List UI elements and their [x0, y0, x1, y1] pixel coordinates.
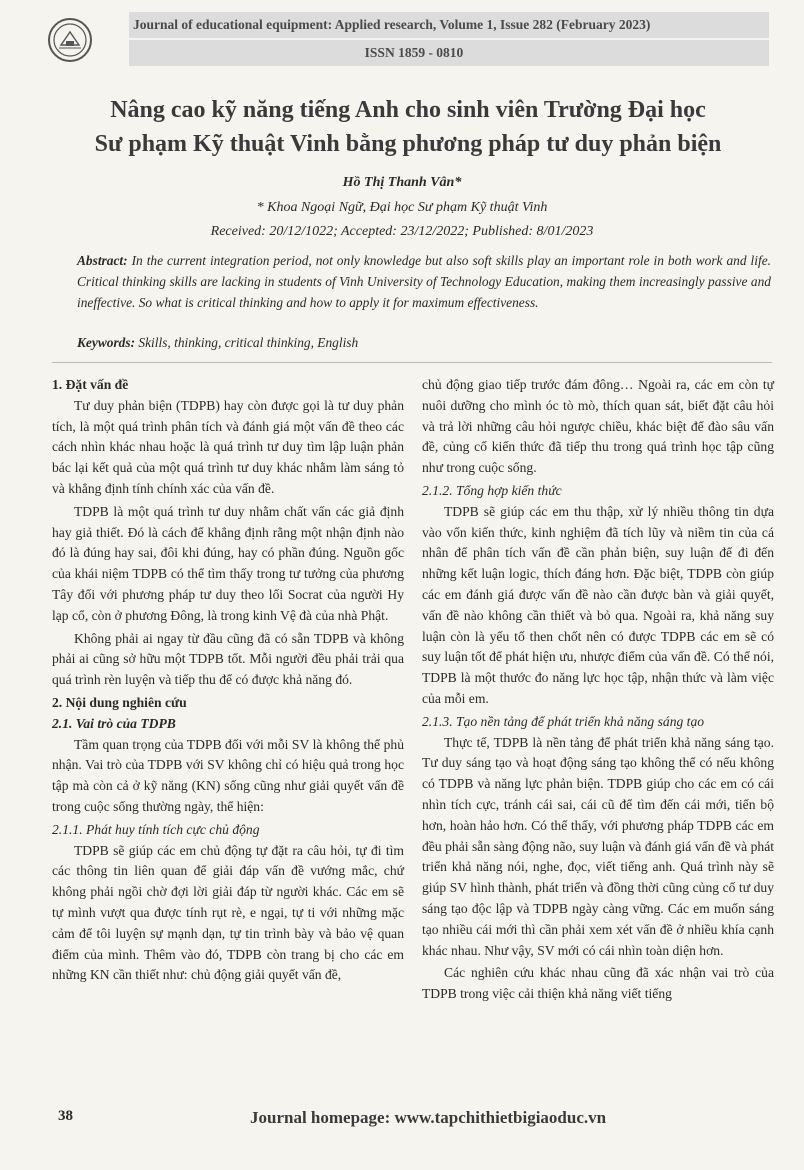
section-divider — [52, 362, 772, 363]
subsection-heading-2-1-2: 2.1.2. Tổng hợp kiến thức — [422, 482, 562, 498]
subsection-heading-2-1-1: 2.1.1. Phát huy tính tích cực chủ động — [52, 821, 260, 837]
article-title — [52, 93, 764, 161]
title-line-2: Sư phạm Kỹ thuật Vinh bằng phương pháp tư duy phản biện — [94, 131, 722, 157]
paragraph: TDPB sẽ giúp các em thu thập, xử lý nhiều thông tin dựa vào vốn kiến thức, kinh nghiệm đã tích lũy và niềm tin của cá nhân để phân tích vấn đề cần phản biện, suy luận để đi đến những kết luận logic, thích đáng hơn. Đặc biệt, TDPB còn giúp các em đánh giá được vấn đề nào cần được bàn và giải quyết, vấn đề nào không cần thiết và bỏ qua. Ngoài ra, khả năng suy luận còn là yếu tố then chốt nên có được TDPB các em sẽ có suy luận tốt để phát hiện ưu, nhược điểm của vấn đề. Có thể nói, TDPB là một thước đo năng lực học tập, nhận thức và làm việc của mỗi em. — [422, 503, 774, 706]
keywords-label: Keywords: — [77, 335, 136, 350]
journal-logo — [48, 18, 92, 62]
section-heading-2: 2. Nội dung nghiên cứu — [52, 694, 187, 710]
author-affiliation: * Khoa Ngoại Ngữ, Đại học Sư phạm Kỹ thuật Vinh — [256, 200, 548, 215]
paragraph: Không phải ai ngay từ đầu cũng đã có sẵn TDPB và không phải ai cũng sở hữu một TDPB tốt. Mỗi người đều phải trải qua quá trình rèn luyện và tiếp thu để có được khả năng đó. — [52, 630, 404, 688]
paragraph: Tư duy phản biện (TDPB) hay còn được gọi là tư duy phản tích, là một quá trình phân tích và đánh giá một vấn đề theo các cách nhìn khác nhau hoặc là quá trình tư duy tìm lập luận phản bác lại kết quả của một quá trình tư duy khác nhằm làm sáng tỏ và khẳng định tính chính xác của vấn đề. — [52, 397, 404, 496]
paragraph: chủ động giao tiếp trước đám đông… Ngoài ra, các em còn tự nuôi dưỡng cho mình óc tò mò, thích quan sát, biết đặt câu hỏi và trả lời những câu hỏi ngược chiều, khác biệt để đào sâu vấn đề, củng cố kiến thức đã tiếp thu trong quá trình học tập cũng như trong cuộc sống. — [422, 377, 774, 476]
left-column — [52, 375, 404, 988]
publication-dates: Received: 20/12/1022; Accepted: 23/12/2022; Published: 8/01/2023 — [210, 224, 594, 239]
abstract — [77, 250, 771, 313]
subsection-heading-2-1-3: 2.1.3. Tạo nền tảng để phát triển khả năng sáng tạo — [422, 713, 705, 729]
issn-line: ISSN 1859 - 0810 — [129, 40, 769, 66]
logo-emblem-icon — [51, 21, 89, 59]
title-line-1: Nâng cao kỹ năng tiếng Anh cho sinh viên Trường Đại học — [110, 97, 706, 123]
paragraph: TDPB là một quá trình tư duy nhằm chất vấn các giả định hay giả thiết. Đó là cách để khẳng định rằng một nhận định nào đó là đúng hay sai, đôi khi đúng, hay có phần đúng. Nguồn gốc của khái niệm TDPB có thể tìm thấy trong tư tưởng của phương Tây đối với phương pháp tư duy theo lối Socrat của người Hy lạp cổ, còn ở phương Đông, là trong kinh Vệ đà của nhà Phật. — [52, 503, 404, 623]
abstract-text: In the current integration period, not only knowledge but also soft skills play an important role in both work and life. Critical thinking skills are lacking in students of Vinh University of Technology Education, making them increasingly passive and ineffective. So what is critical thinking and how to apply it for maximum effectiveness. — [77, 253, 771, 310]
right-column — [422, 375, 774, 1007]
paragraph: Các nghiên cứu khác nhau cũng đã xác nhận vai trò của TDPB trong việc cải thiện khả năng viết tiếng — [422, 965, 774, 1002]
author-name: Hồ Thị Thanh Vân* — [342, 175, 462, 190]
page-footer — [0, 1108, 804, 1132]
keywords-text: Skills, thinking, critical thinking, English — [138, 335, 359, 350]
keywords — [77, 335, 771, 351]
paragraph: TDPB sẽ giúp các em chủ động tự đặt ra câu hỏi, tự đi tìm các thông tin liên quan để giải đáp vấn đề vướng mắc, chứ không phải ngồi chờ đợi lời giải đáp từ người khác. Các em sẽ tự mình vượt qua được tính rụt rè, e ngại, tự ti với những mặc cảm để tôi luyện sự mạnh dạn, tự tin trình bày và bảo vệ quan điểm của mình. Thêm vào đó, TDPB còn trang bị cho các em những KN cần thiết như: chủ động giải quyết vấn đề, — [52, 842, 404, 983]
paragraph: Thực tế, TDPB là nền tảng để phát triển khả năng sáng tạo. Tư duy sáng tạo và hoạt động sáng tạo không thể có nếu không có TDPB và năng lực phản biện. TDPB giúp cho các em có cái nhìn tích cực, tránh cái sai, cái cũ để tìm đến cái mới, tiến bộ hơn, hoàn hảo hơn. Có thể thấy, với phương pháp TDPB các em đều phải sẵn sàng động não, suy luận và đánh giá vấn đề và phát triển khả năng nói, nghe, đọc, viết tiếng anh. Quá trình này sẽ giúp SV hình thành, phát triển và đồng thời cũng củng cố tư duy sáng tạo độc lập và TDPB ngày càng vững. Các em muốn sáng tạo nhiều cái mới thì cần phải xem xét vấn đề ở nhiều khía cạnh khác nhau. Như vậy, SV mới có cái nhìn toàn diện hơn. — [422, 734, 774, 958]
journal-homepage: Journal homepage: www.tapchithietbigiaoduc.vn — [250, 1108, 607, 1127]
page-number: 38 — [58, 1108, 73, 1124]
section-heading-1: 1. Đặt vấn đề — [52, 377, 129, 392]
subsection-heading-2-1: 2.1. Vai trò của TDPB — [52, 715, 176, 731]
journal-header-line: Journal of educational equipment: Applied research, Volume 1, Issue 282 (February 2023) — [129, 12, 769, 38]
abstract-label: Abstract: — [77, 253, 128, 268]
paragraph: Tầm quan trọng của TDPB đối với mỗi SV là không thể phủ nhận. Vai trò của TDPB với SV không chỉ có hiệu quả trong học tập mà còn cả ở kỹ năng (KN) sống cũng như giải quyết vấn đề trong cuộc sống thường ngày, thể hiện: — [52, 736, 404, 814]
